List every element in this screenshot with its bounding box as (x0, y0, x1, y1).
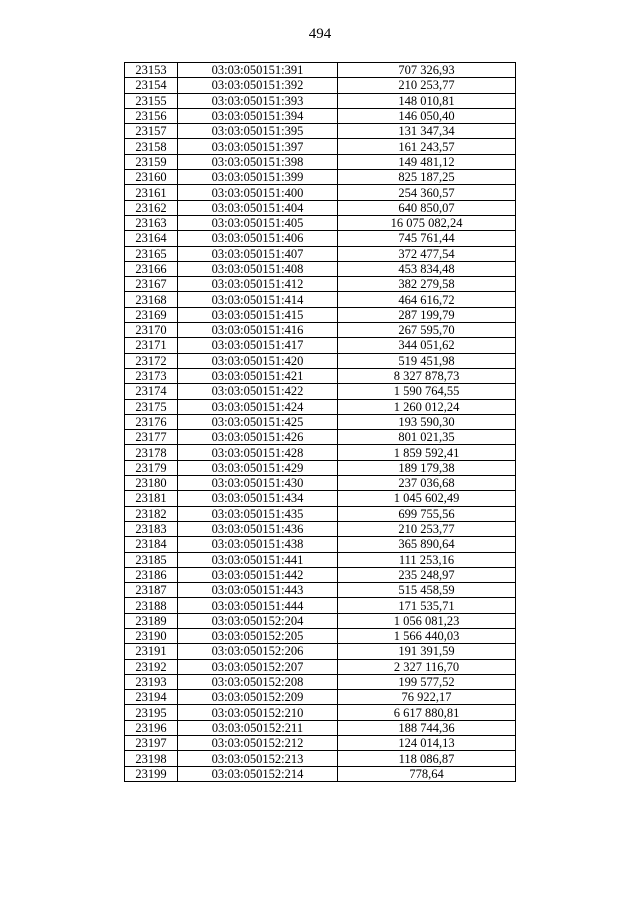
cadastral-value-cell: 235 248,97 (338, 567, 516, 582)
table-row (125, 215, 516, 230)
row-number-cell: 23166 (125, 261, 178, 276)
cadastral-number-cell: 03:03:050152:211 (178, 720, 338, 735)
cadastral-value-cell: 1 260 012,24 (338, 399, 516, 414)
row-number-cell: 23161 (125, 185, 178, 200)
table-row (125, 170, 516, 185)
cadastral-number-cell: 03:03:050151:395 (178, 124, 338, 139)
table-row (125, 705, 516, 720)
row-number-cell: 23159 (125, 154, 178, 169)
cadastral-value-cell: 148 010,81 (338, 93, 516, 108)
table-row (125, 78, 516, 93)
row-number-cell: 23162 (125, 200, 178, 215)
cadastral-number-cell: 03:03:050151:422 (178, 384, 338, 399)
table-row (125, 353, 516, 368)
table-row (125, 690, 516, 705)
table-row (125, 63, 516, 78)
cadastral-value-cell: 699 755,56 (338, 506, 516, 521)
cadastral-number-cell: 03:03:050151:429 (178, 460, 338, 475)
cadastral-number-cell: 03:03:050151:407 (178, 246, 338, 261)
table-row (125, 93, 516, 108)
cadastral-number-cell: 03:03:050152:208 (178, 674, 338, 689)
table-row (125, 644, 516, 659)
table-row (125, 323, 516, 338)
cadastral-number-cell: 03:03:050152:210 (178, 705, 338, 720)
cadastral-value-cell: 199 577,52 (338, 674, 516, 689)
cadastral-number-cell: 03:03:050151:434 (178, 491, 338, 506)
cadastral-number-cell: 03:03:050151:438 (178, 537, 338, 552)
cadastral-value-cell: 2 327 116,70 (338, 659, 516, 674)
cadastral-value-cell: 825 187,25 (338, 170, 516, 185)
table-row (125, 521, 516, 536)
table-row (125, 537, 516, 552)
cadastral-value-cell: 267 595,70 (338, 323, 516, 338)
table-row (125, 277, 516, 292)
cadastral-value-cell: 453 834,48 (338, 261, 516, 276)
cadastral-value-cell: 365 890,64 (338, 537, 516, 552)
cadastral-value-cell: 640 850,07 (338, 200, 516, 215)
row-number-cell: 23186 (125, 567, 178, 582)
table-row (125, 552, 516, 567)
row-number-cell: 23163 (125, 215, 178, 230)
row-number-cell: 23173 (125, 368, 178, 383)
table-row (125, 583, 516, 598)
cadastral-number-cell: 03:03:050151:391 (178, 63, 338, 78)
cadastral-value-cell: 1 566 440,03 (338, 628, 516, 643)
table-row (125, 108, 516, 123)
cadastral-number-cell: 03:03:050151:414 (178, 292, 338, 307)
row-number-cell: 23179 (125, 460, 178, 475)
row-number-cell: 23194 (125, 690, 178, 705)
row-number-cell: 23165 (125, 246, 178, 261)
table-row (125, 399, 516, 414)
cadastral-value-cell: 237 036,68 (338, 476, 516, 491)
cadastral-value-cell: 1 056 081,23 (338, 613, 516, 628)
cadastral-number-cell: 03:03:050151:397 (178, 139, 338, 154)
row-number-cell: 23189 (125, 613, 178, 628)
table-row (125, 414, 516, 429)
cadastral-value-cell: 464 616,72 (338, 292, 516, 307)
cadastral-value-cell: 382 279,58 (338, 277, 516, 292)
row-number-cell: 23176 (125, 414, 178, 429)
cadastral-number-cell: 03:03:050152:204 (178, 613, 338, 628)
table-row (125, 124, 516, 139)
table-row (125, 476, 516, 491)
row-number-cell: 23187 (125, 583, 178, 598)
cadastral-number-cell: 03:03:050151:392 (178, 78, 338, 93)
cadastral-value-cell: 161 243,57 (338, 139, 516, 154)
row-number-cell: 23195 (125, 705, 178, 720)
table-row (125, 659, 516, 674)
cadastral-number-cell: 03:03:050151:399 (178, 170, 338, 185)
row-number-cell: 23177 (125, 430, 178, 445)
cadastral-value-cell: 188 744,36 (338, 720, 516, 735)
cadastral-number-cell: 03:03:050151:426 (178, 430, 338, 445)
cadastral-number-cell: 03:03:050151:400 (178, 185, 338, 200)
cadastral-number-cell: 03:03:050151:425 (178, 414, 338, 429)
cadastral-number-cell: 03:03:050151:420 (178, 353, 338, 368)
row-number-cell: 23197 (125, 736, 178, 751)
row-number-cell: 23155 (125, 93, 178, 108)
row-number-cell: 23171 (125, 338, 178, 353)
cadastral-number-cell: 03:03:050151:416 (178, 323, 338, 338)
cadastral-value-cell: 707 326,93 (338, 63, 516, 78)
row-number-cell: 23164 (125, 231, 178, 246)
cadastral-number-cell: 03:03:050151:428 (178, 445, 338, 460)
row-number-cell: 23199 (125, 766, 178, 781)
table-row (125, 200, 516, 215)
row-number-cell: 23184 (125, 537, 178, 552)
table-row (125, 628, 516, 643)
row-number-cell: 23185 (125, 552, 178, 567)
row-number-cell: 23174 (125, 384, 178, 399)
cadastral-number-cell: 03:03:050151:398 (178, 154, 338, 169)
row-number-cell: 23157 (125, 124, 178, 139)
cadastral-value-cell: 111 253,16 (338, 552, 516, 567)
cadastral-value-cell: 131 347,34 (338, 124, 516, 139)
cadastral-value-cell: 6 617 880,81 (338, 705, 516, 720)
table-row (125, 430, 516, 445)
cadastral-value-cell: 8 327 878,73 (338, 368, 516, 383)
table-row (125, 736, 516, 751)
cadastral-number-cell: 03:03:050151:441 (178, 552, 338, 567)
cadastral-value-cell: 118 086,87 (338, 751, 516, 766)
row-number-cell: 23181 (125, 491, 178, 506)
cadastral-number-cell: 03:03:050152:209 (178, 690, 338, 705)
cadastral-value-cell: 149 481,12 (338, 154, 516, 169)
table-row (125, 384, 516, 399)
cadastral-number-cell: 03:03:050151:405 (178, 215, 338, 230)
cadastral-value-cell: 171 535,71 (338, 598, 516, 613)
table-row (125, 307, 516, 322)
table-row (125, 231, 516, 246)
cadastral-number-cell: 03:03:050151:430 (178, 476, 338, 491)
row-number-cell: 23182 (125, 506, 178, 521)
cadastral-value-cell: 745 761,44 (338, 231, 516, 246)
table-row (125, 751, 516, 766)
row-number-cell: 23175 (125, 399, 178, 414)
row-number-cell: 23168 (125, 292, 178, 307)
cadastral-value-cell: 254 360,57 (338, 185, 516, 200)
table-row (125, 460, 516, 475)
cadastral-value-table (124, 62, 516, 782)
cadastral-value-cell: 778,64 (338, 766, 516, 781)
table-row (125, 261, 516, 276)
cadastral-number-cell: 03:03:050151:443 (178, 583, 338, 598)
row-number-cell: 23160 (125, 170, 178, 185)
row-number-cell: 23156 (125, 108, 178, 123)
cadastral-value-cell: 372 477,54 (338, 246, 516, 261)
row-number-cell: 23167 (125, 277, 178, 292)
cadastral-value-cell: 1 590 764,55 (338, 384, 516, 399)
cadastral-number-cell: 03:03:050152:214 (178, 766, 338, 781)
cadastral-number-cell: 03:03:050151:406 (178, 231, 338, 246)
table-row (125, 674, 516, 689)
cadastral-number-cell: 03:03:050151:436 (178, 521, 338, 536)
cadastral-number-cell: 03:03:050152:213 (178, 751, 338, 766)
cadastral-number-cell: 03:03:050152:207 (178, 659, 338, 674)
row-number-cell: 23191 (125, 644, 178, 659)
row-number-cell: 23153 (125, 63, 178, 78)
cadastral-value-cell: 515 458,59 (338, 583, 516, 598)
cadastral-number-cell: 03:03:050152:212 (178, 736, 338, 751)
table-row (125, 613, 516, 628)
table-row (125, 506, 516, 521)
cadastral-value-cell: 189 179,38 (338, 460, 516, 475)
cadastral-number-cell: 03:03:050151:393 (178, 93, 338, 108)
row-number-cell: 23190 (125, 628, 178, 643)
table-row (125, 720, 516, 735)
table-row (125, 598, 516, 613)
cadastral-value-cell: 344 051,62 (338, 338, 516, 353)
cadastral-value-cell: 76 922,17 (338, 690, 516, 705)
cadastral-number-cell: 03:03:050151:417 (178, 338, 338, 353)
row-number-cell: 23158 (125, 139, 178, 154)
cadastral-number-cell: 03:03:050151:408 (178, 261, 338, 276)
cadastral-number-cell: 03:03:050151:415 (178, 307, 338, 322)
table-row (125, 338, 516, 353)
cadastral-value-cell: 146 050,40 (338, 108, 516, 123)
table-row (125, 185, 516, 200)
cadastral-value-cell: 193 590,30 (338, 414, 516, 429)
cadastral-value-cell: 287 199,79 (338, 307, 516, 322)
table-row (125, 567, 516, 582)
row-number-cell: 23188 (125, 598, 178, 613)
row-number-cell: 23193 (125, 674, 178, 689)
cadastral-value-cell: 124 014,13 (338, 736, 516, 751)
cadastral-value-cell: 801 021,35 (338, 430, 516, 445)
table-row (125, 766, 516, 781)
cadastral-value-cell: 210 253,77 (338, 521, 516, 536)
row-number-cell: 23192 (125, 659, 178, 674)
cadastral-number-cell: 03:03:050151:444 (178, 598, 338, 613)
cadastral-value-cell: 519 451,98 (338, 353, 516, 368)
row-number-cell: 23196 (125, 720, 178, 735)
table-row (125, 139, 516, 154)
table-row (125, 246, 516, 261)
row-number-cell: 23154 (125, 78, 178, 93)
cadastral-number-cell: 03:03:050152:206 (178, 644, 338, 659)
cadastral-number-cell: 03:03:050151:442 (178, 567, 338, 582)
row-number-cell: 23178 (125, 445, 178, 460)
table-row (125, 368, 516, 383)
cadastral-number-cell: 03:03:050151:421 (178, 368, 338, 383)
cadastral-value-cell: 210 253,77 (338, 78, 516, 93)
table-row (125, 292, 516, 307)
table-row (125, 445, 516, 460)
cadastral-number-cell: 03:03:050151:435 (178, 506, 338, 521)
cadastral-number-cell: 03:03:050151:424 (178, 399, 338, 414)
table-row (125, 491, 516, 506)
cadastral-number-cell: 03:03:050151:394 (178, 108, 338, 123)
table-body (125, 63, 516, 782)
row-number-cell: 23170 (125, 323, 178, 338)
cadastral-value-cell: 1 045 602,49 (338, 491, 516, 506)
page-number: 494 (308, 26, 332, 42)
row-number-cell: 23198 (125, 751, 178, 766)
row-number-cell: 23180 (125, 476, 178, 491)
cadastral-number-cell: 03:03:050152:205 (178, 628, 338, 643)
row-number-cell: 23169 (125, 307, 178, 322)
row-number-cell: 23172 (125, 353, 178, 368)
row-number-cell: 23183 (125, 521, 178, 536)
table-row (125, 154, 516, 169)
cadastral-value-cell: 191 391,59 (338, 644, 516, 659)
cadastral-number-cell: 03:03:050151:404 (178, 200, 338, 215)
cadastral-number-cell: 03:03:050151:412 (178, 277, 338, 292)
cadastral-value-cell: 16 075 082,24 (338, 215, 516, 230)
cadastral-value-cell: 1 859 592,41 (338, 445, 516, 460)
